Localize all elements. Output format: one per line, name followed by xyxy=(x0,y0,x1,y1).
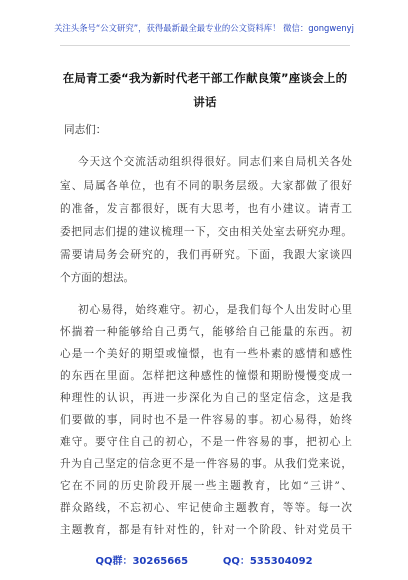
body-line: 室、局属各单位，也有不同的职务层级。大家都做了很好 xyxy=(60,180,352,192)
contact-footer: QQ群：30265665 QQ：535304092 xyxy=(95,556,313,567)
document-title-line-2: 讲话 xyxy=(193,95,217,109)
body-line: 它在不同的历史阶段开展一些主题教育，比如“三讲”、 xyxy=(60,480,352,492)
body-line: 需要请局务会研究的，我们再研究。下面，我跟大家谈四 xyxy=(60,249,352,261)
body-line: 个方面的想法。 xyxy=(60,272,135,284)
salutation: 同志们： xyxy=(64,124,107,136)
document-title-line-1: 在局青工委“我为新时代老干部工作献良策”座谈会上的 xyxy=(62,71,348,85)
body-line: 升为自己坚定的信念更不是一件容易的事。从我们党来说， xyxy=(60,458,352,470)
body-line: 难守。要守住自己的初心，不是一件容易的事，把初心上 xyxy=(60,436,352,448)
body-line: 种理性的认识，再进一步深化为自己的坚定信念，这是我 xyxy=(60,392,352,404)
body-line: 初心易得，始终难守。初心，是我们每个人出发时心里 xyxy=(78,304,352,316)
body-line: 委把同志们提的建议梳理一下，交由相关处室去研究办理。 xyxy=(60,226,352,238)
body-line: 主题教育，都是有针对性的，针对一个阶段、针对党员干 xyxy=(60,524,352,536)
body-line: 的东西在里面。怎样把这种感性的憧憬和期盼慢慢变成一 xyxy=(60,370,352,382)
body-line: 们要做的事，同时也不是一件容易的事。初心易得，始终 xyxy=(60,414,352,426)
promo-banner: 关注头条号“公文研究”，获得最新最全最专业的公文资料库！ 微信：gongwenyj xyxy=(54,23,354,33)
header-divider xyxy=(60,45,350,46)
body-line: 今天这个交流活动组织得很好。同志们来自局机关各处 xyxy=(78,156,352,168)
body-line: 心是一个美好的期望或憧憬，也有一些朴素的感情和感性 xyxy=(60,348,352,360)
body-line: 的准备，发言都很好，既有大思考，也有小建议。请青工 xyxy=(60,203,352,215)
body-line: 群众路线，不忘初心、牢记使命主题教育，等等。每一次 xyxy=(60,502,352,514)
body-line: 怀揣着一种能够给自己勇气，能够给自己能量的东西。初 xyxy=(60,326,352,338)
